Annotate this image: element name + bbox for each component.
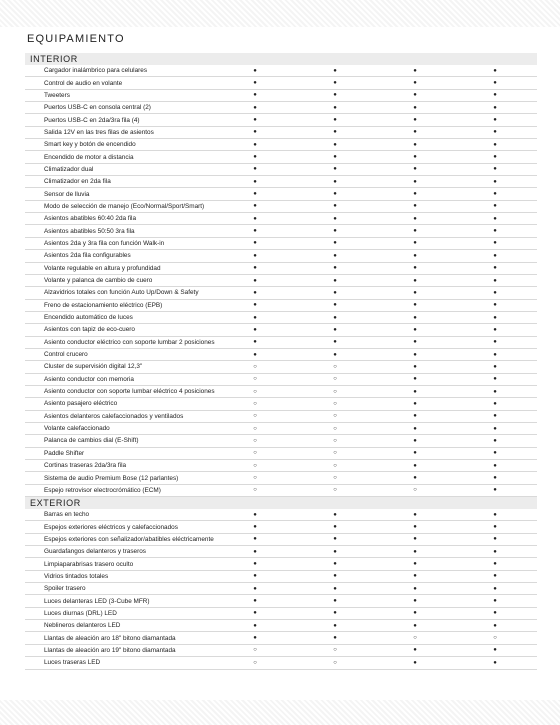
standard-mark-version-3: ●	[413, 117, 417, 124]
feature-label: Puertos USB-C en consola central (2)	[44, 104, 151, 112]
optional-mark-version-1: ○	[253, 400, 257, 407]
table-row	[25, 90, 537, 102]
standard-mark-version-4: ●	[493, 400, 497, 407]
feature-label: Limpiaparabrisas trasero oculto	[44, 560, 134, 568]
standard-mark-version-3: ●	[413, 437, 417, 444]
table-row	[25, 534, 537, 546]
standard-mark-version-4: ●	[493, 240, 497, 247]
optional-mark-version-2: ○	[333, 413, 337, 420]
feature-label: Tweeters	[44, 91, 70, 99]
standard-mark-version-1: ●	[253, 561, 257, 568]
standard-mark-version-2: ●	[333, 240, 337, 247]
optional-mark-version-1: ○	[253, 475, 257, 482]
top-pattern-band	[0, 0, 560, 27]
table-row	[25, 632, 537, 644]
table-row	[25, 435, 537, 447]
standard-mark-version-3: ●	[413, 400, 417, 407]
table-row	[25, 546, 537, 558]
standard-mark-version-2: ●	[333, 610, 337, 617]
equipment-table	[25, 53, 537, 670]
standard-mark-version-4: ●	[493, 178, 497, 185]
optional-mark-version-1: ○	[253, 647, 257, 654]
standard-mark-version-3: ●	[413, 277, 417, 284]
optional-mark-version-2: ○	[333, 437, 337, 444]
standard-mark-version-2: ●	[333, 635, 337, 642]
standard-mark-version-4: ●	[493, 425, 497, 432]
standard-mark-version-4: ●	[493, 117, 497, 124]
table-row	[25, 645, 537, 657]
table-row	[25, 213, 537, 225]
standard-mark-version-2: ●	[333, 302, 337, 309]
standard-mark-version-2: ●	[333, 252, 337, 259]
optional-mark-version-1: ○	[253, 437, 257, 444]
table-row	[25, 509, 537, 521]
feature-label: Salida 12V en las tres filas de asientos	[44, 128, 154, 136]
optional-mark-version-1: ○	[253, 487, 257, 494]
standard-mark-version-3: ●	[413, 548, 417, 555]
table-row	[25, 571, 537, 583]
feature-label: Alzavidrios totales con función Auto Up/Down & Safety	[44, 289, 199, 297]
standard-mark-version-2: ●	[333, 215, 337, 222]
standard-mark-version-3: ●	[413, 475, 417, 482]
standard-mark-version-2: ●	[333, 191, 337, 198]
table-row	[25, 139, 537, 151]
standard-mark-version-3: ●	[413, 610, 417, 617]
feature-label: Modo de selección de manejo (Eco/Normal/Sport/Smart)	[44, 202, 205, 210]
feature-label: Climatizador dual	[44, 165, 94, 173]
table-row	[25, 398, 537, 410]
standard-mark-version-4: ●	[493, 573, 497, 580]
table-row	[25, 583, 537, 595]
standard-mark-version-2: ●	[333, 511, 337, 518]
standard-mark-version-3: ●	[413, 265, 417, 272]
standard-mark-version-4: ●	[493, 647, 497, 654]
standard-mark-version-3: ●	[413, 659, 417, 666]
standard-mark-version-1: ●	[253, 240, 257, 247]
standard-mark-version-4: ●	[493, 339, 497, 346]
optional-mark-version-1: ○	[253, 376, 257, 383]
standard-mark-version-1: ●	[253, 302, 257, 309]
standard-mark-version-4: ●	[493, 314, 497, 321]
standard-mark-version-3: ●	[413, 67, 417, 74]
optional-mark-version-2: ○	[333, 647, 337, 654]
optional-mark-version-1: ○	[253, 450, 257, 457]
standard-mark-version-1: ●	[253, 104, 257, 111]
standard-mark-version-4: ●	[493, 437, 497, 444]
standard-mark-version-4: ●	[493, 462, 497, 469]
standard-mark-version-3: ●	[413, 289, 417, 296]
standard-mark-version-4: ●	[493, 104, 497, 111]
optional-mark-version-2: ○	[333, 450, 337, 457]
standard-mark-version-1: ●	[253, 536, 257, 543]
feature-label: Freno de estacionamiento eléctrico (EPB)	[44, 301, 163, 309]
standard-mark-version-2: ●	[333, 536, 337, 543]
standard-mark-version-3: ●	[413, 511, 417, 518]
standard-mark-version-4: ●	[493, 376, 497, 383]
feature-label: Control crucero	[44, 351, 88, 359]
table-row	[25, 275, 537, 287]
standard-mark-version-1: ●	[253, 178, 257, 185]
feature-label: Cargador inalámbrico para celulares	[44, 67, 148, 75]
feature-label: Barras en techo	[44, 511, 90, 519]
optional-mark-version-2: ○	[333, 475, 337, 482]
standard-mark-version-1: ●	[253, 351, 257, 358]
standard-mark-version-3: ●	[413, 585, 417, 592]
standard-mark-version-4: ●	[493, 561, 497, 568]
standard-mark-version-3: ●	[413, 240, 417, 247]
table-row	[25, 164, 537, 176]
standard-mark-version-4: ●	[493, 598, 497, 605]
standard-mark-version-1: ●	[253, 80, 257, 87]
feature-label: Spoiler trasero	[44, 585, 86, 593]
standard-mark-version-1: ●	[253, 92, 257, 99]
standard-mark-version-4: ●	[493, 511, 497, 518]
section-header-exterior: EXTERIOR	[25, 497, 537, 509]
standard-mark-version-4: ●	[493, 166, 497, 173]
table-row	[25, 337, 537, 349]
standard-mark-version-4: ●	[493, 203, 497, 210]
standard-mark-version-1: ●	[253, 67, 257, 74]
standard-mark-version-3: ●	[413, 178, 417, 185]
standard-mark-version-2: ●	[333, 92, 337, 99]
table-row	[25, 188, 537, 200]
standard-mark-version-3: ●	[413, 413, 417, 420]
optional-mark-version-1: ○	[253, 462, 257, 469]
feature-label: Asientos abatibles 50:50 3ra fila	[44, 227, 135, 235]
standard-mark-version-4: ●	[493, 67, 497, 74]
standard-mark-version-2: ●	[333, 129, 337, 136]
standard-mark-version-1: ●	[253, 289, 257, 296]
standard-mark-version-2: ●	[333, 277, 337, 284]
standard-mark-version-3: ●	[413, 302, 417, 309]
table-row	[25, 472, 537, 484]
optional-mark-version-1: ○	[253, 388, 257, 395]
standard-mark-version-3: ●	[413, 425, 417, 432]
optional-mark-version-2: ○	[333, 363, 337, 370]
standard-mark-version-3: ●	[413, 536, 417, 543]
standard-mark-version-1: ●	[253, 635, 257, 642]
feature-label: Asiento conductor con memoria	[44, 375, 134, 383]
standard-mark-version-4: ●	[493, 141, 497, 148]
feature-label: Neblineros delanteros LED	[44, 622, 121, 630]
standard-mark-version-3: ●	[413, 203, 417, 210]
feature-label: Espejo retrovisor electrocrómático (ECM)	[44, 486, 161, 494]
standard-mark-version-2: ●	[333, 203, 337, 210]
table-row	[25, 361, 537, 373]
optional-mark-version-3: ○	[413, 635, 417, 642]
standard-mark-version-4: ●	[493, 659, 497, 666]
standard-mark-version-1: ●	[253, 191, 257, 198]
feature-label: Luces traseras LED	[44, 659, 101, 667]
standard-mark-version-3: ●	[413, 141, 417, 148]
standard-mark-version-3: ●	[413, 339, 417, 346]
optional-mark-version-2: ○	[333, 400, 337, 407]
standard-mark-version-4: ●	[493, 363, 497, 370]
standard-mark-version-4: ●	[493, 524, 497, 531]
table-row	[25, 558, 537, 570]
standard-mark-version-4: ●	[493, 191, 497, 198]
standard-mark-version-3: ●	[413, 191, 417, 198]
table-row	[25, 263, 537, 275]
standard-mark-version-3: ●	[413, 598, 417, 605]
standard-mark-version-2: ●	[333, 548, 337, 555]
feature-label: Control de audio en volante	[44, 79, 123, 87]
standard-mark-version-4: ●	[493, 80, 497, 87]
table-row	[25, 485, 537, 497]
standard-mark-version-4: ●	[493, 154, 497, 161]
standard-mark-version-2: ●	[333, 178, 337, 185]
feature-label: Llantas de aleación aro 18" bitono diamantada	[44, 634, 176, 642]
standard-mark-version-4: ●	[493, 228, 497, 235]
standard-mark-version-3: ●	[413, 228, 417, 235]
table-row	[25, 620, 537, 632]
standard-mark-version-1: ●	[253, 573, 257, 580]
standard-mark-version-4: ●	[493, 265, 497, 272]
table-row	[25, 225, 537, 237]
optional-mark-version-2: ○	[333, 376, 337, 383]
standard-mark-version-3: ●	[413, 622, 417, 629]
standard-mark-version-1: ●	[253, 339, 257, 346]
standard-mark-version-1: ●	[253, 154, 257, 161]
standard-mark-version-3: ●	[413, 351, 417, 358]
standard-mark-version-3: ●	[413, 326, 417, 333]
table-row	[25, 287, 537, 299]
standard-mark-version-1: ●	[253, 265, 257, 272]
feature-label: Asiento conductor eléctrico con soporte lumbar 2 posiciones	[44, 338, 215, 346]
standard-mark-version-4: ●	[493, 302, 497, 309]
standard-mark-version-1: ●	[253, 524, 257, 531]
feature-label: Asiento conductor con soporte lumbar eléctrico 4 posiciones	[44, 388, 215, 396]
standard-mark-version-1: ●	[253, 252, 257, 259]
table-row	[25, 201, 537, 213]
standard-mark-version-2: ●	[333, 289, 337, 296]
table-row	[25, 521, 537, 533]
table-row	[25, 595, 537, 607]
optional-mark-version-1: ○	[253, 413, 257, 420]
standard-mark-version-2: ●	[333, 598, 337, 605]
feature-label: Asientos con tapiz de eco-cuero	[44, 326, 135, 334]
table-row	[25, 423, 537, 435]
feature-label: Sistema de audio Premium Bose (12 parlantes)	[44, 474, 179, 482]
standard-mark-version-2: ●	[333, 351, 337, 358]
standard-mark-version-2: ●	[333, 314, 337, 321]
feature-label: Luces diurnas (DRL) LED	[44, 609, 117, 617]
feature-label: Luces delanteras LED (3-Cube MFR)	[44, 597, 150, 605]
table-row	[25, 657, 537, 669]
optional-mark-version-2: ○	[333, 659, 337, 666]
standard-mark-version-2: ●	[333, 166, 337, 173]
standard-mark-version-1: ●	[253, 117, 257, 124]
standard-mark-version-2: ●	[333, 154, 337, 161]
feature-label: Asientos delanteros calefaccionados y ventilados	[44, 412, 184, 420]
standard-mark-version-3: ●	[413, 80, 417, 87]
standard-mark-version-2: ●	[333, 524, 337, 531]
standard-mark-version-2: ●	[333, 265, 337, 272]
standard-mark-version-2: ●	[333, 561, 337, 568]
standard-mark-version-4: ●	[493, 475, 497, 482]
standard-mark-version-4: ●	[493, 413, 497, 420]
feature-label: Cortinas traseras 2da/3ra fila	[44, 462, 127, 470]
table-row	[25, 114, 537, 126]
optional-mark-version-3: ○	[413, 487, 417, 494]
standard-mark-version-3: ●	[413, 154, 417, 161]
table-row	[25, 386, 537, 398]
standard-mark-version-4: ●	[493, 252, 497, 259]
standard-mark-version-3: ●	[413, 561, 417, 568]
feature-label: Asientos abatibles 60:40 2da fila	[44, 215, 137, 223]
table-row	[25, 65, 537, 77]
feature-label: Vidrios tintados totales	[44, 572, 109, 580]
table-row	[25, 324, 537, 336]
standard-mark-version-2: ●	[333, 117, 337, 124]
standard-mark-version-3: ●	[413, 166, 417, 173]
page-title: EQUIPAMIENTO	[27, 33, 125, 45]
standard-mark-version-4: ●	[493, 487, 497, 494]
feature-label: Asientos 2da y 3ra fila con función Walk-in	[44, 239, 165, 247]
optional-mark-version-2: ○	[333, 388, 337, 395]
feature-label: Llantas de aleación aro 19" bitono diamantada	[44, 646, 176, 654]
feature-label: Sensor de lluvia	[44, 190, 90, 198]
standard-mark-version-3: ●	[413, 376, 417, 383]
table-row	[25, 300, 537, 312]
table-row	[25, 608, 537, 620]
standard-mark-version-3: ●	[413, 524, 417, 531]
standard-mark-version-4: ●	[493, 450, 497, 457]
table-row	[25, 238, 537, 250]
standard-mark-version-4: ●	[493, 92, 497, 99]
feature-label: Encendido automático de luces	[44, 314, 133, 322]
table-row	[25, 176, 537, 188]
standard-mark-version-1: ●	[253, 277, 257, 284]
table-row	[25, 127, 537, 139]
standard-mark-version-3: ●	[413, 647, 417, 654]
standard-mark-version-1: ●	[253, 228, 257, 235]
standard-mark-version-4: ●	[493, 536, 497, 543]
table-row	[25, 374, 537, 386]
feature-label: Volante regulable en altura y profundidad	[44, 264, 161, 272]
feature-label: Volante calefaccionado	[44, 425, 110, 433]
standard-mark-version-4: ●	[493, 215, 497, 222]
standard-mark-version-3: ●	[413, 314, 417, 321]
table-row	[25, 312, 537, 324]
feature-label: Guardafangos delanteros y traseros	[44, 548, 146, 556]
standard-mark-version-4: ●	[493, 585, 497, 592]
standard-mark-version-4: ●	[493, 610, 497, 617]
standard-mark-version-3: ●	[413, 215, 417, 222]
feature-label: Encendido de motor a distancia	[44, 153, 134, 161]
feature-label: Puertos USB-C en 2da/3ra fila (4)	[44, 116, 140, 124]
standard-mark-version-2: ●	[333, 573, 337, 580]
feature-label: Climatizador en 2da fila	[44, 178, 111, 186]
feature-label: Cluster de supervisión digital 12,3"	[44, 363, 143, 371]
standard-mark-version-1: ●	[253, 166, 257, 173]
standard-mark-version-1: ●	[253, 610, 257, 617]
table-row	[25, 250, 537, 262]
feature-label: Asiento pasajero eléctrico	[44, 400, 118, 408]
standard-mark-version-4: ●	[493, 289, 497, 296]
standard-mark-version-3: ●	[413, 252, 417, 259]
feature-label: Smart key y botón de encendido	[44, 141, 136, 149]
standard-mark-version-1: ●	[253, 511, 257, 518]
table-row	[25, 411, 537, 423]
standard-mark-version-2: ●	[333, 326, 337, 333]
standard-mark-version-3: ●	[413, 92, 417, 99]
feature-label: Volante y palanca de cambio de cuero	[44, 277, 153, 285]
table-row	[25, 151, 537, 163]
optional-mark-version-2: ○	[333, 462, 337, 469]
table-row	[25, 460, 537, 472]
standard-mark-version-1: ●	[253, 326, 257, 333]
optional-mark-version-2: ○	[333, 487, 337, 494]
optional-mark-version-4: ○	[493, 635, 497, 642]
standard-mark-version-3: ●	[413, 450, 417, 457]
standard-mark-version-1: ●	[253, 215, 257, 222]
optional-mark-version-1: ○	[253, 425, 257, 432]
standard-mark-version-2: ●	[333, 339, 337, 346]
standard-mark-version-4: ●	[493, 622, 497, 629]
standard-mark-version-2: ●	[333, 141, 337, 148]
standard-mark-version-1: ●	[253, 314, 257, 321]
standard-mark-version-2: ●	[333, 80, 337, 87]
section-header-interior: INTERIOR	[25, 53, 537, 65]
standard-mark-version-4: ●	[493, 351, 497, 358]
feature-label: Paddle Shifter	[44, 449, 85, 457]
standard-mark-version-3: ●	[413, 573, 417, 580]
standard-mark-version-1: ●	[253, 598, 257, 605]
feature-label: Espejos exteriores con señalizador/abatibles eléctricamente	[44, 535, 214, 543]
feature-label: Asientos 2da fila configurables	[44, 252, 131, 260]
standard-mark-version-3: ●	[413, 388, 417, 395]
standard-mark-version-2: ●	[333, 104, 337, 111]
standard-mark-version-4: ●	[493, 548, 497, 555]
table-row	[25, 77, 537, 89]
standard-mark-version-2: ●	[333, 622, 337, 629]
feature-label: Espejos exteriores eléctricos y calefaccionados	[44, 523, 178, 531]
standard-mark-version-3: ●	[413, 129, 417, 136]
standard-mark-version-1: ●	[253, 622, 257, 629]
bottom-pattern-band	[0, 700, 560, 725]
standard-mark-version-3: ●	[413, 363, 417, 370]
standard-mark-version-4: ●	[493, 388, 497, 395]
standard-mark-version-4: ●	[493, 129, 497, 136]
standard-mark-version-3: ●	[413, 104, 417, 111]
standard-mark-version-2: ●	[333, 228, 337, 235]
standard-mark-version-1: ●	[253, 129, 257, 136]
standard-mark-version-4: ●	[493, 277, 497, 284]
standard-mark-version-4: ●	[493, 326, 497, 333]
table-row	[25, 448, 537, 460]
standard-mark-version-1: ●	[253, 141, 257, 148]
standard-mark-version-2: ●	[333, 585, 337, 592]
feature-label: Palanca de cambios dial (E-Shift)	[44, 437, 139, 445]
table-row	[25, 102, 537, 114]
standard-mark-version-3: ●	[413, 462, 417, 469]
standard-mark-version-2: ●	[333, 67, 337, 74]
standard-mark-version-1: ●	[253, 203, 257, 210]
standard-mark-version-1: ●	[253, 585, 257, 592]
optional-mark-version-2: ○	[333, 425, 337, 432]
optional-mark-version-1: ○	[253, 363, 257, 370]
optional-mark-version-1: ○	[253, 659, 257, 666]
table-row	[25, 349, 537, 361]
standard-mark-version-1: ●	[253, 548, 257, 555]
